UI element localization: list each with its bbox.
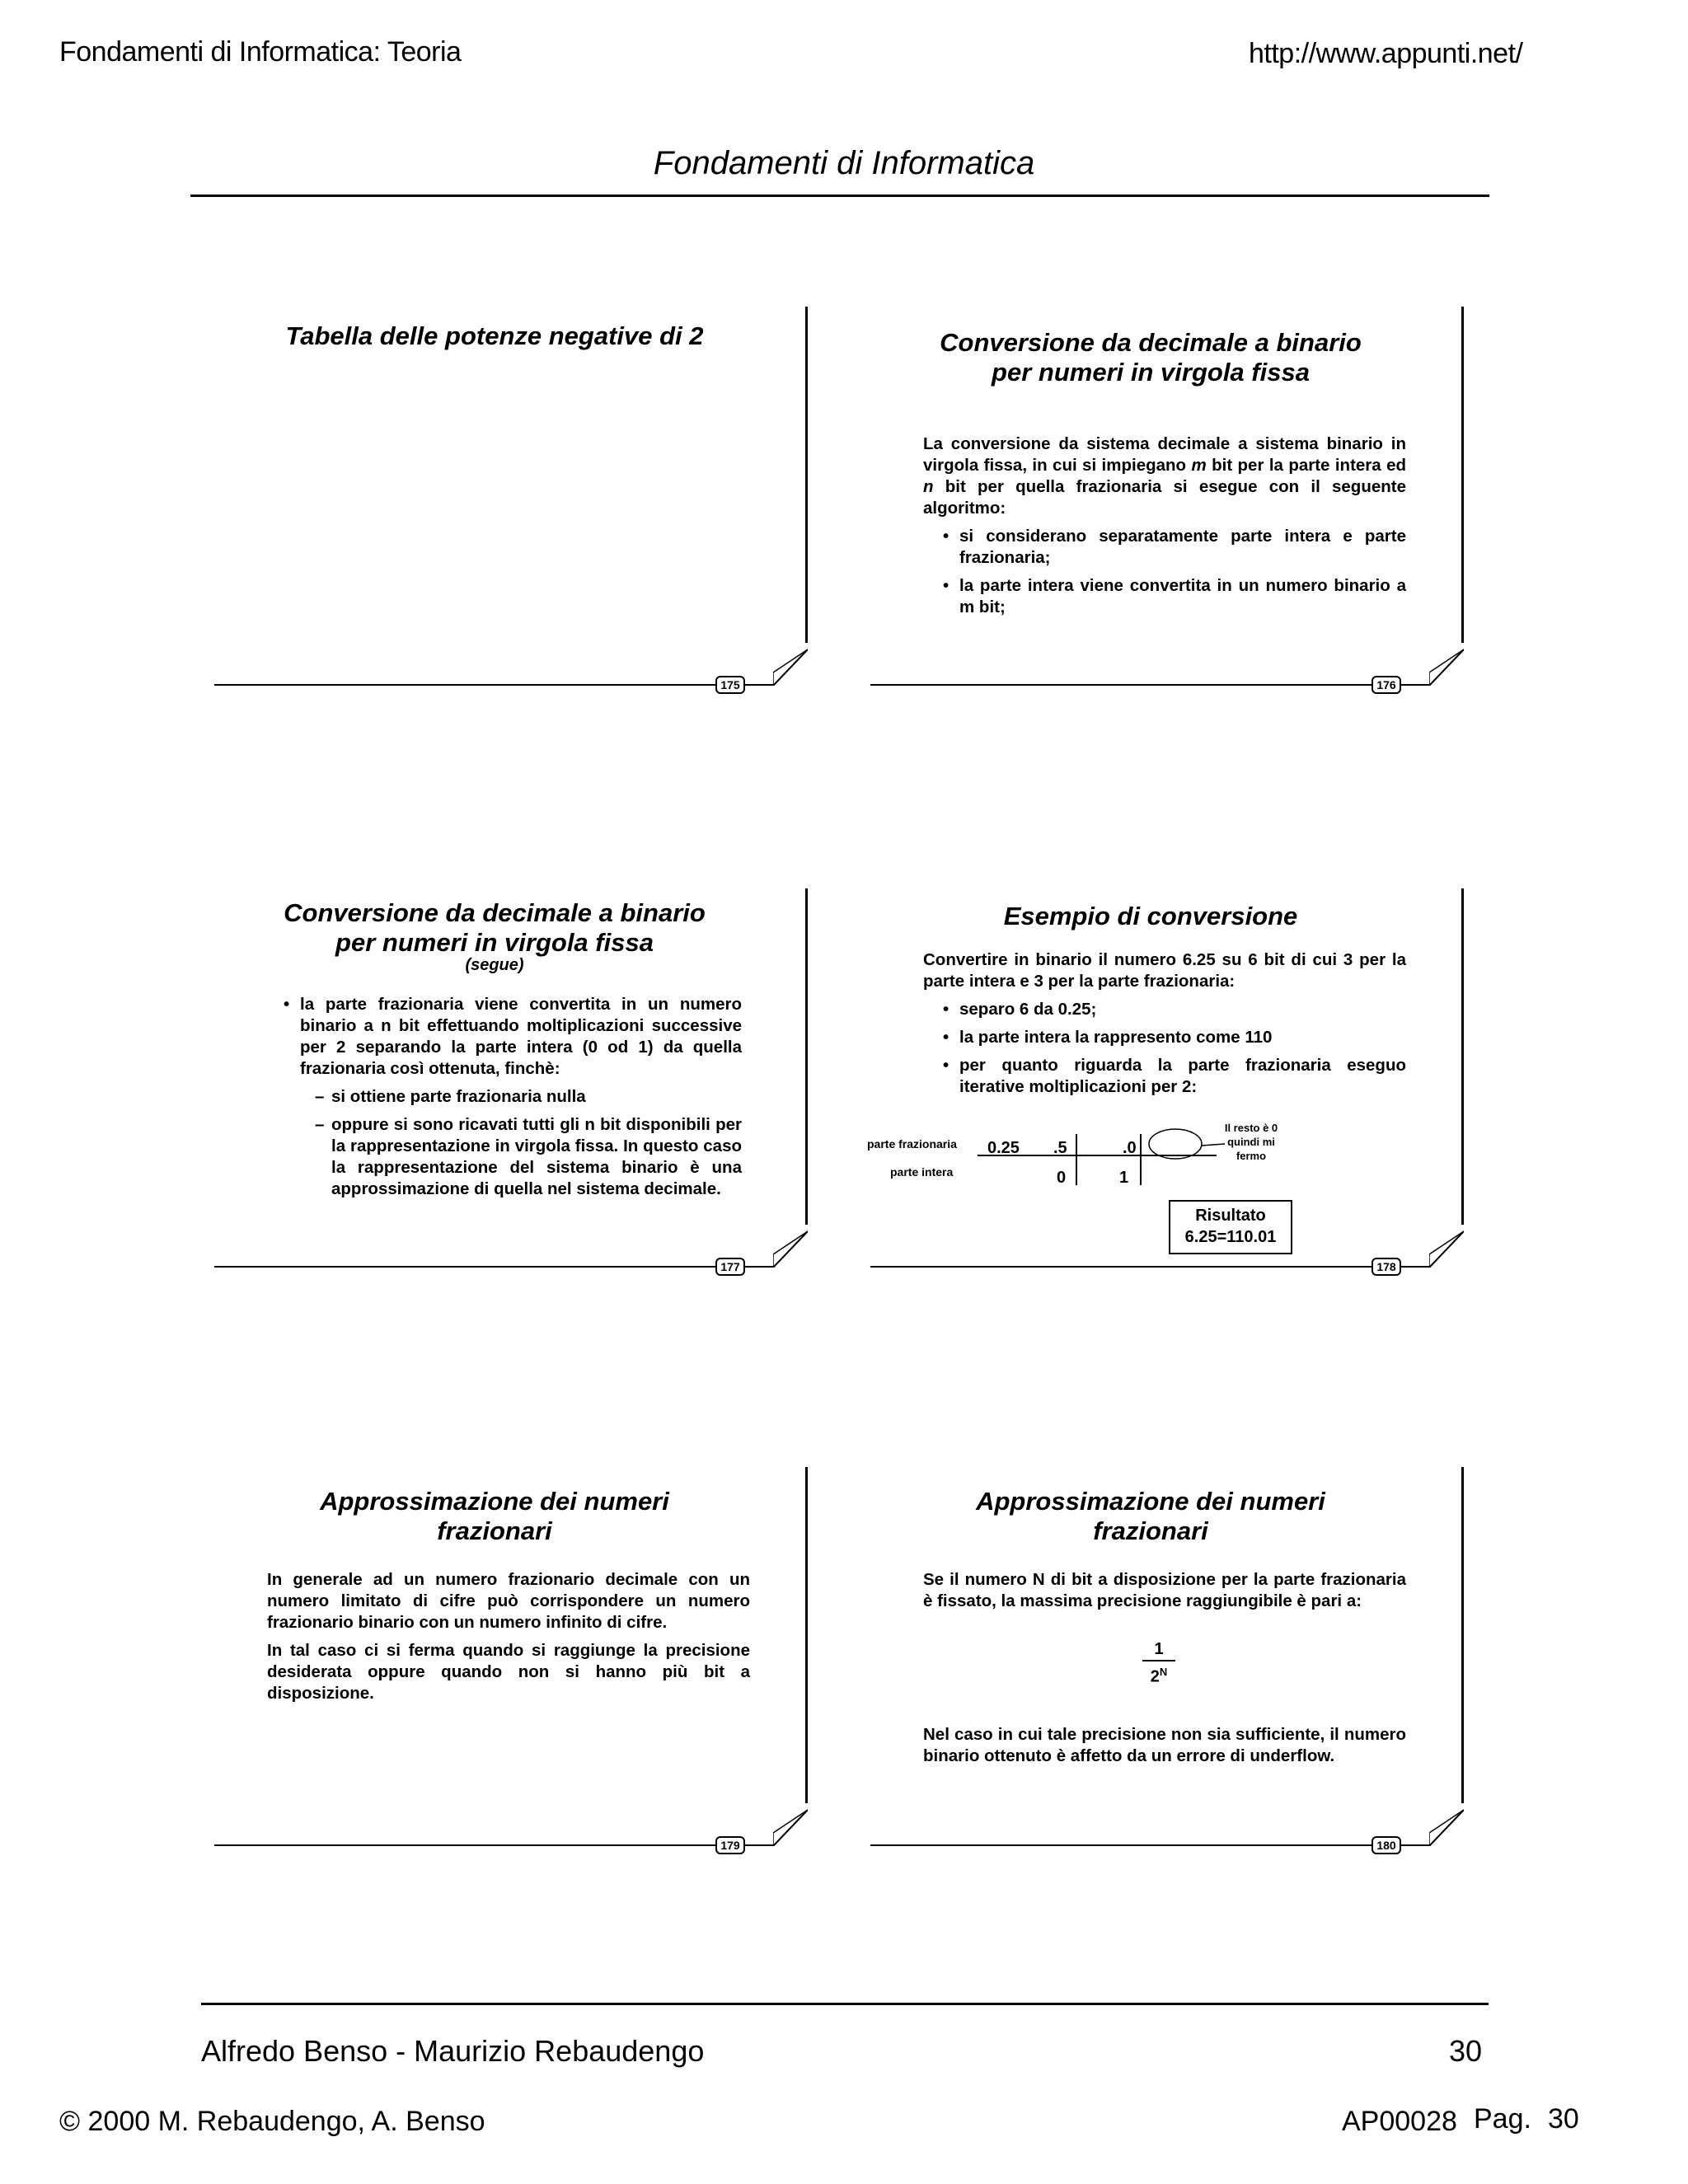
list-item: • si considerano separatamente parte intera e parte frazionaria; [923, 526, 1406, 569]
slide-body: Se il numero N di bit a disposizione per la parte frazionaria è fissato, la massima precisione raggiungibile è pari a: [923, 1570, 1406, 1610]
page-curl-icon [773, 643, 808, 686]
slide-body: La conversione da sistema decimale a sistema binario in virgola fissa, in cui si impiegano m bit per la parte intera ed n bit per quella frazionaria si esegue con il seguente algoritmo: • si considerano separatamente parte intera e parte frazionaria; • la parte intera viene convertita in un numero binario a m bit; [923, 434, 1406, 625]
pag-number: 30 [1548, 2103, 1579, 2135]
result-box: Risultato 6.25=110.01 [1169, 1200, 1292, 1254]
slide-body [284, 994, 742, 1207]
pag-label: Pag. [1474, 2103, 1531, 2135]
slide-title: Approssimazione dei numeri frazionari [976, 1487, 1325, 1545]
slide-176 [870, 307, 1464, 691]
label-integer-part: parte intera [890, 1165, 954, 1179]
slide-number: 178 [1372, 1258, 1401, 1276]
frac-value: .5 [1053, 1139, 1067, 1157]
header-left: Fondamenti di Informatica: Teoria [59, 36, 462, 68]
slide-body: Convertire in binario il numero 6.25 su 6 bit di cui 3 per la parte intera e 3 per la parte frazionaria: • separo 6 da 0.25; • la parte intera la rappresento come 110 • per quanto riguarda la parte frazionaria eseguo iterative moltiplicazioni per 2: [923, 949, 1406, 1104]
page-curl-icon [1429, 643, 1464, 686]
frac-value: 0.25 [987, 1139, 1020, 1157]
slide-number: 180 [1372, 1836, 1401, 1854]
int-value: 1 [1119, 1169, 1129, 1187]
copyright: © 2000 M. Rebaudengo, A. Benso [59, 2106, 485, 2137]
slide-number: 177 [715, 1258, 745, 1276]
footer-divider [201, 2003, 1489, 2005]
int-value: 0 [1057, 1169, 1067, 1187]
list-item: • la parte intera la rappresento come 110 [923, 1027, 1406, 1048]
slide-title: Conversione da decimale a binario per numeri in virgola fissa [940, 328, 1362, 387]
footer-page-number: 30 [1449, 2034, 1483, 2068]
slide-body: In generale ad un numero frazionario decimale con un numero limitato di cifre può corrispondere un numero frazionario binario con un numero infinito di cifre. In tal caso ci si ferma quando si raggiunge la precisione desiderata oppure quando non si hanno più bit a disposizione. [267, 1570, 750, 1703]
multiplication-table [978, 1126, 1225, 1192]
header-url[interactable]: http://www.appunti.net/ [1249, 38, 1523, 69]
frac-value: .0 [1123, 1139, 1137, 1157]
stop-note: Il resto è 0 quindi mi fermo [1224, 1122, 1278, 1162]
slide-title: Esempio di conversione [1003, 902, 1298, 930]
slide-180 [870, 1467, 1464, 1852]
page-curl-icon [773, 1803, 808, 1846]
slide-title: Tabella delle potenze negative di 2 [285, 321, 704, 350]
slide-number: 179 [715, 1836, 745, 1854]
page-title: Fondamenti di Informatica [653, 145, 1035, 181]
slide-title: Conversione da decimale a binario per numeri in virgola fissa [284, 898, 706, 957]
document-code: AP00028 [1342, 2106, 1457, 2137]
list-item: • la parte intera viene convertita in un numero binario a m bit; [923, 575, 1406, 618]
slide-number: 176 [1372, 676, 1401, 694]
page-curl-icon [773, 1225, 808, 1268]
page-curl-icon [1429, 1803, 1464, 1846]
list-subitem: – si ottiene parte frazionaria nulla [284, 1086, 742, 1108]
list-subitem: – oppure si sono ricavati tutti gli n bit disponibili per la rappresentazione in virgola fissa. In questo caso la rappresentazione del sistema binario è una approssimazione di quella nel sistema decimale. [284, 1114, 742, 1200]
precision-formula: $\frac{1}{2^N}$ [1142, 1638, 1175, 1688]
list-item: • per quanto riguarda la parte frazionaria eseguo iterative moltiplicazioni per 2: [923, 1055, 1406, 1098]
slide-179 [214, 1467, 808, 1852]
header-divider [190, 194, 1489, 197]
slide-177 [214, 888, 808, 1273]
label-fractional-part: parte frazionaria [867, 1137, 957, 1151]
slide-title: Approssimazione dei numeri frazionari [320, 1487, 669, 1545]
slide-number: 175 [715, 676, 745, 694]
footer-authors: Alfredo Benso - Maurizio Rebaudengo [201, 2034, 705, 2068]
slide-178 [867, 888, 1464, 1273]
list-item: • separo 6 da 0.25; [923, 999, 1406, 1020]
slide-175 [214, 307, 808, 691]
slide-subtitle: (segue) [465, 956, 524, 974]
list-item: • la parte frazionaria viene convertita in un numero binario a n bit effettuando moltiplicazioni successive per 2 separando la parte intera (0 od 1) da quella frazionaria così ottenuta, finchè: [284, 994, 742, 1080]
page-curl-icon [1429, 1225, 1464, 1268]
slide-body-conclusion: Nel caso in cui tale precisione non sia sufficiente, il numero binario ottenuto è affetto da un errore di underflow. [923, 1725, 1406, 1765]
